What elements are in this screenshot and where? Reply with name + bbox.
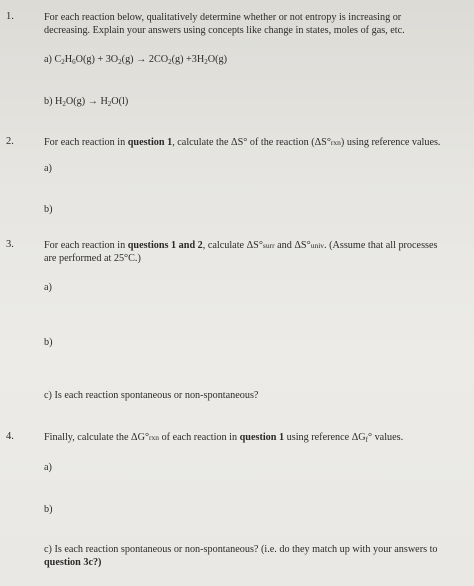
q1-number: 1. [6, 11, 14, 22]
q4-a-label: a) [44, 462, 52, 473]
q3-text-line2: are performed at 25°C.) [44, 253, 141, 264]
q4-text: Finally, calculate the ΔG°rxn of each reaction in question 1 using reference $\Delta G_f^\circ$ values. [44, 432, 404, 444]
q1-reaction-b: b) $H_2O(g) \to H_2O(l)$ [44, 96, 129, 108]
q3-text-line1: For each reaction in questions 1 and 2, calculate ΔS°surr and ΔS°univ. (Assume that all processes [44, 240, 438, 251]
q3-b-label: b) [44, 337, 53, 348]
q1-text-line2: decreasing. Explain your answers using concepts like change in states, moles of gas, etc. [44, 25, 405, 36]
q1-b-label: b) [44, 96, 53, 107]
q1-reaction-a: a) $C_2H_6O(g) + 3O_2(g) \to 2CO_2(g) +3H_2O(g)$ [44, 54, 227, 66]
q4-c-line1: c) Is each reaction spontaneous or non-spontaneous? (i.e. do they match up with your answers to [44, 544, 438, 555]
reaction-arrow: → [136, 54, 147, 65]
q4-number: 4. [6, 431, 14, 442]
q3-a-label: a) [44, 282, 52, 293]
q3-c-text: c) Is each reaction spontaneous or non-spontaneous? [44, 390, 259, 401]
q2-b-label: b) [44, 204, 53, 215]
q1-a-label: a) [44, 54, 52, 65]
q3-number: 3. [6, 239, 14, 250]
q1-text-line1: For each reaction below, qualitatively determine whether or not entropy is increasing or [44, 12, 402, 23]
q2-text: For each reaction in question 1, calculate the ΔS° of the reaction (ΔS°rxn) using reference values. [44, 137, 441, 148]
q4-c-line2: question 3c?) [44, 557, 102, 568]
reaction-arrow: → [87, 96, 98, 107]
q2-number: 2. [6, 136, 14, 147]
q2-a-label: a) [44, 163, 52, 174]
q4-b-label: b) [44, 504, 53, 515]
